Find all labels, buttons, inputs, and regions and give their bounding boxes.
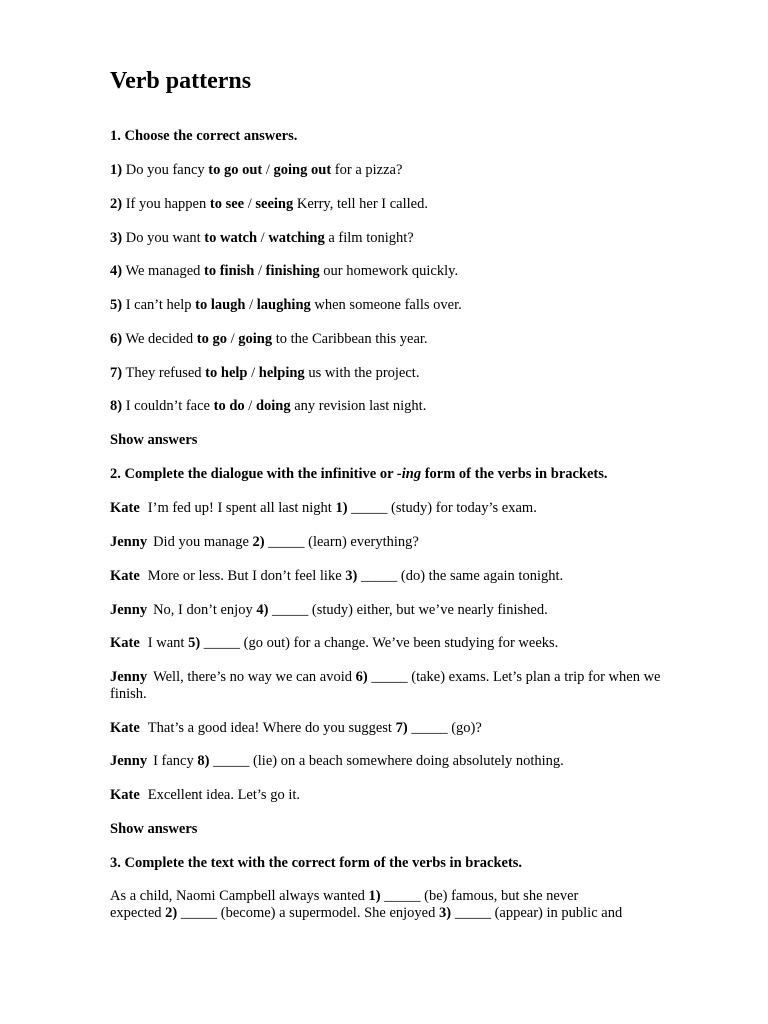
gap-number: 4) [256, 602, 269, 618]
ex1-item-7 [110, 365, 690, 382]
line-text-end: _____ (study) either, but we’ve nearly finished. [268, 602, 548, 618]
item-text: Do you fancy [122, 162, 209, 178]
gap-number: 6) [355, 669, 368, 685]
option-separator: / [262, 162, 274, 178]
gap-number: 3) [438, 905, 452, 921]
option-separator: / [226, 331, 239, 347]
item-text-end: any revision last night. [290, 398, 427, 414]
heading-italic: -ing [396, 466, 422, 482]
dialogue-line-2 [110, 534, 690, 551]
show-answers-link[interactable]: Show answers [110, 821, 198, 837]
gap-number: 8) [197, 753, 210, 769]
dialogue-line-5 [110, 635, 690, 652]
gap-number: 5) [188, 635, 201, 651]
ex1-item-4 [110, 263, 690, 280]
speaker-name: Kate [110, 500, 140, 516]
item-number: 2) [110, 196, 123, 212]
line-text-end: _____ (study) for today’s exam. [347, 500, 537, 516]
speaker-name: Kate [110, 720, 140, 736]
option-b: helping [258, 365, 305, 381]
line-text: I want [147, 635, 189, 651]
ex1-item-6 [110, 331, 690, 348]
line-text: I’m fed up! I spent all last night [147, 500, 336, 516]
dialogue-line-9 [110, 787, 690, 804]
line-text: Excellent idea. Let’s go it. [147, 787, 300, 803]
dialogue-line-3 [110, 568, 690, 585]
text: _____ (become) a supermodel. She enjoyed [177, 905, 439, 921]
item-text-end: to the Caribbean this year. [272, 331, 428, 347]
item-number: 4) [110, 263, 123, 279]
heading-text-end: form of the verbs in brackets. [421, 466, 608, 482]
gap-number: 2) [165, 905, 178, 921]
line-text: More or less. But I don’t feel like [147, 568, 346, 584]
dialogue-line-8 [110, 753, 690, 770]
option-b: finishing [265, 263, 320, 279]
dialogue-line-7 [110, 720, 690, 737]
gap-number: 2) [252, 534, 265, 550]
option-a: to do [213, 398, 245, 414]
option-separator: / [257, 230, 269, 246]
item-text: We managed [122, 263, 205, 279]
option-b: laughing [256, 297, 311, 313]
text: As a child, Naomi Campbell always wanted [110, 888, 369, 904]
option-a: to go out [208, 162, 263, 178]
option-b: doing [255, 398, 291, 414]
line-text-end: _____ (learn) everything? [264, 534, 419, 550]
page-title: Verb patterns [110, 68, 252, 94]
option-a: to laugh [195, 297, 246, 313]
item-text-end: for a pizza? [331, 162, 403, 178]
option-a: to help [205, 365, 248, 381]
speaker-name: Kate [110, 568, 140, 584]
heading-text: 2. Complete the dialogue with the infinitive or [110, 466, 397, 482]
line-text-end: _____ (go out) for a change. We’ve been studying for weeks. [200, 635, 559, 651]
line-text: I fancy [153, 753, 198, 769]
ex3-text-line-1 [110, 888, 690, 905]
dialogue-line-4 [110, 602, 690, 619]
item-text-end: when someone falls over. [310, 297, 462, 313]
option-separator: / [244, 196, 256, 212]
option-a: to watch [204, 230, 258, 246]
option-separator: / [244, 398, 256, 414]
ex1-item-5 [110, 297, 690, 314]
item-text-end: Kerry, tell her I called. [293, 196, 428, 212]
line-text: That’s a good idea! Where do you suggest [147, 720, 396, 736]
item-number: 3) [110, 230, 123, 246]
show-answers-link[interactable]: Show answers [110, 432, 198, 448]
option-separator: / [254, 263, 266, 279]
text: _____ (be) famous, but she never [380, 888, 579, 904]
line-text-end: _____ (lie) on a beach somewhere doing absolutely nothing. [209, 753, 564, 769]
gap-number: 3) [345, 568, 358, 584]
ex1-show-answers-row [110, 432, 690, 449]
item-text: I can’t help [122, 297, 196, 313]
ex1-item-3 [110, 230, 690, 247]
ex1-item-8 [110, 398, 690, 415]
gap-number: 1) [368, 888, 381, 904]
item-text-end: us with the project. [304, 365, 420, 381]
option-b: seeing [255, 196, 294, 212]
option-separator: / [247, 365, 259, 381]
item-text-end: a film tonight? [324, 230, 414, 246]
option-a: to see [209, 196, 245, 212]
ex1-item-1 [110, 162, 690, 179]
option-a: to go [196, 331, 227, 347]
text: _____ (appear) in public and [451, 905, 623, 921]
option-separator: / [245, 297, 257, 313]
item-text: If you happen [122, 196, 210, 212]
line-text: Well, there’s no way we can avoid [153, 669, 356, 685]
exercise-2-heading [110, 466, 690, 483]
gap-number: 7) [395, 720, 408, 736]
exercise-1-heading-text: 1. Choose the correct answers. [110, 128, 298, 144]
line-text-end: _____ (go)? [407, 720, 482, 736]
exercise-1-heading [110, 128, 690, 145]
exercise-3-heading [110, 855, 690, 872]
speaker-name: Jenny [110, 669, 148, 685]
ex1-item-2 [110, 196, 690, 213]
text: expected [110, 905, 166, 921]
heading-text: 3. Complete the text with the correct form of the verbs in brackets. [110, 855, 523, 871]
speaker-name: Kate [110, 635, 140, 651]
line-text: Did you manage [153, 534, 253, 550]
item-number: 8) [110, 398, 123, 414]
option-a: to finish [204, 263, 255, 279]
ex2-show-answers-row [110, 821, 690, 838]
option-b: going [238, 331, 273, 347]
gap-number: 1) [335, 500, 348, 516]
item-text: Do you want [122, 230, 205, 246]
item-number: 5) [110, 297, 123, 313]
item-text: We decided [122, 331, 197, 347]
dialogue-line-6 [110, 669, 690, 703]
line-text-end: _____ (do) the same again tonight. [357, 568, 564, 584]
speaker-name: Jenny [110, 534, 148, 550]
item-number: 7) [110, 365, 123, 381]
option-b: watching [268, 230, 325, 246]
speaker-name: Jenny [110, 753, 148, 769]
item-number: 6) [110, 331, 123, 347]
dialogue-line-1 [110, 500, 690, 517]
line-text-end: _____ (take) exams. Let’s plan a trip for when we finish. [110, 669, 661, 702]
speaker-name: Kate [110, 787, 140, 803]
item-number: 1) [110, 162, 123, 178]
speaker-name: Jenny [110, 602, 148, 618]
ex3-text-line-2 [110, 905, 690, 922]
option-b: going out [273, 162, 332, 178]
line-text: No, I don’t enjoy [153, 602, 257, 618]
item-text: They refused [122, 365, 206, 381]
item-text: I couldn’t face [122, 398, 214, 414]
item-text-end: our homework quickly. [319, 263, 459, 279]
